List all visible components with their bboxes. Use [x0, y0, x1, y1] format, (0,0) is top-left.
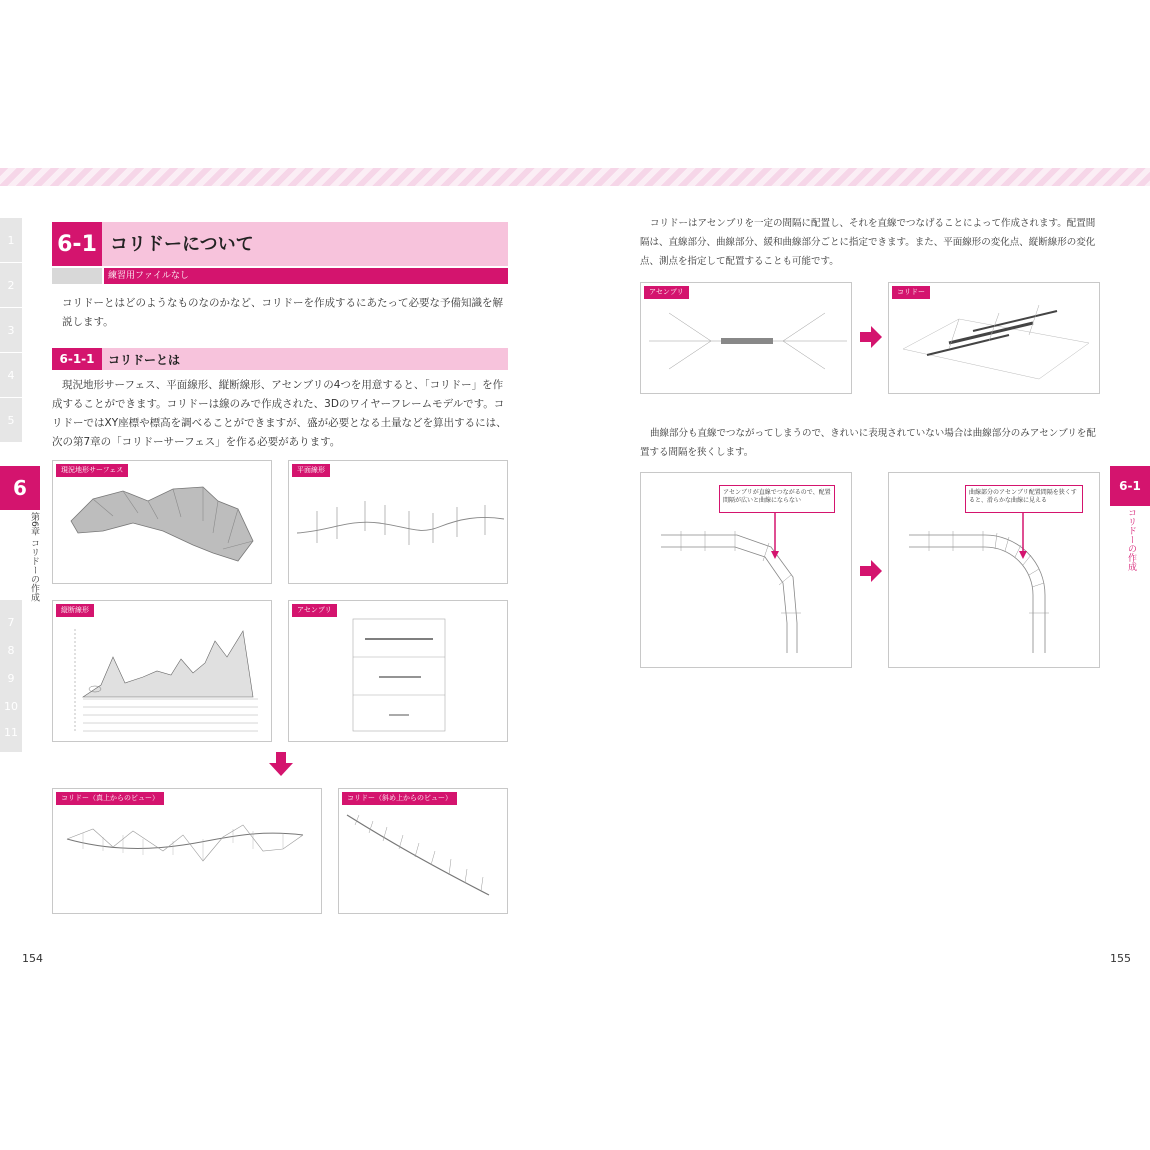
- chapter-tab-10[interactable]: 10: [0, 684, 22, 729]
- figure-tag-assembly: アセンブリ: [292, 604, 337, 617]
- callout-narrow: 曲線部分のアセンブリ配置間隔を狭くすると、滑らかな曲線に見える: [965, 485, 1083, 513]
- figure-tag-profile: 縦断線形: [56, 604, 94, 617]
- arrow-down-icon: [268, 752, 294, 778]
- intro-text: コリドーとはどのようなものなのかなど、コリドーを作成するにあたって必要な予備知識を解説します。: [62, 297, 503, 328]
- chapter-tab-4[interactable]: 4: [0, 353, 22, 398]
- figure-alignment: [288, 460, 508, 584]
- corridor-right-illustration: [889, 283, 1101, 395]
- profile-illustration: [53, 601, 273, 743]
- corridor-top-illustration: [53, 789, 323, 915]
- right-body-1: コリドーはアセンブリを一定の間隔に配置し、それを直線でつなげることによって作成されます。配置間隔は、直線部分、曲線部分、緩和曲線部分ごとに指定できます。また、平面線形の変化点、縦断線形の変化点、測点を指定して配置することも可能です。: [640, 218, 1096, 267]
- alignment-illustration: [289, 461, 509, 585]
- arrow-right-icon-2: [860, 560, 882, 582]
- chapter-tab-3[interactable]: 3: [0, 308, 22, 353]
- chapter-label: 第6章 コリドーの作成: [29, 512, 39, 602]
- page-number-left: 154: [22, 952, 43, 965]
- chapter-tab-8[interactable]: 8: [0, 628, 22, 673]
- practice-file-gray: [52, 268, 102, 284]
- figure-tag-alignment: 平面線形: [292, 464, 330, 477]
- figure-tag-surface: 現況地形サーフェス: [56, 464, 128, 477]
- arrow-right-icon: [860, 326, 882, 348]
- body-text: 現況地形サーフェス、平面線形、縦断線形、アセンブリの4つを用意すると、「コリドー」を作成することができます。コリドーは線のみで作成された、3Dのワイヤーフレームモデルです。コリドーではXY座標や標高を調べることができますが、盛が必要となる土量などを算出するには、次の第7章の「コリドーサーフェス」を作る必要があります。: [52, 379, 507, 448]
- figure-tag-corridor-oblique: コリドー（斜め上からのビュー）: [342, 792, 457, 805]
- page-number-right: 155: [1110, 952, 1131, 965]
- subsection-number: 6-1-1: [52, 348, 102, 370]
- chapter-tab-2[interactable]: 2: [0, 263, 22, 308]
- assembly-right-illustration: [641, 283, 853, 395]
- figure-surface: [52, 460, 272, 584]
- chapter-tab-7[interactable]: 7: [0, 600, 22, 645]
- chapter-tab-11[interactable]: 11: [0, 712, 22, 753]
- callout-wide: アセンブリが直線でつながるので、配置間隔が広いと曲線にならない: [719, 485, 835, 513]
- assembly-illustration: [289, 601, 509, 743]
- figure-corridor-top: [52, 788, 322, 914]
- figure-assembly-left: [288, 600, 508, 742]
- section-number: 6-1: [52, 222, 102, 266]
- chapter-tab-9[interactable]: 9: [0, 656, 22, 701]
- figure-corridor-right: [888, 282, 1100, 394]
- figure-tag-assembly-right: アセンブリ: [644, 286, 689, 299]
- figure-profile: [52, 600, 272, 742]
- right-chapter-label: コリドーの作成: [1126, 508, 1136, 571]
- figure-assembly-right: [640, 282, 852, 394]
- practice-file-label: 練習用ファイルなし: [104, 268, 508, 284]
- right-chapter-tab[interactable]: 6-1: [1110, 466, 1150, 506]
- figure-curve-narrow: [888, 472, 1100, 668]
- right-body-2: 曲線部分も直線でつながってしまうので、きれいに表現されていない場合は曲線部分のみアセンブリを配置する間隔を狭くします。: [640, 428, 1096, 458]
- figure-curve-wide: [640, 472, 852, 668]
- chapter-tab-1[interactable]: 1: [0, 218, 22, 263]
- header-stripe: [0, 168, 1150, 186]
- subsection-title: コリドーとは: [108, 353, 181, 367]
- figure-tag-corridor-right: コリドー: [892, 286, 930, 299]
- figure-tag-corridor-top: コリドー（真上からのビュー）: [56, 792, 164, 805]
- chapter-tab-5[interactable]: 5: [0, 398, 22, 443]
- surface-illustration: [53, 461, 273, 585]
- section-title: コリドーについて: [110, 234, 254, 255]
- chapter-tab-active[interactable]: 6: [0, 466, 40, 510]
- corridor-oblique-illustration: [339, 789, 509, 915]
- figure-corridor-oblique: [338, 788, 508, 914]
